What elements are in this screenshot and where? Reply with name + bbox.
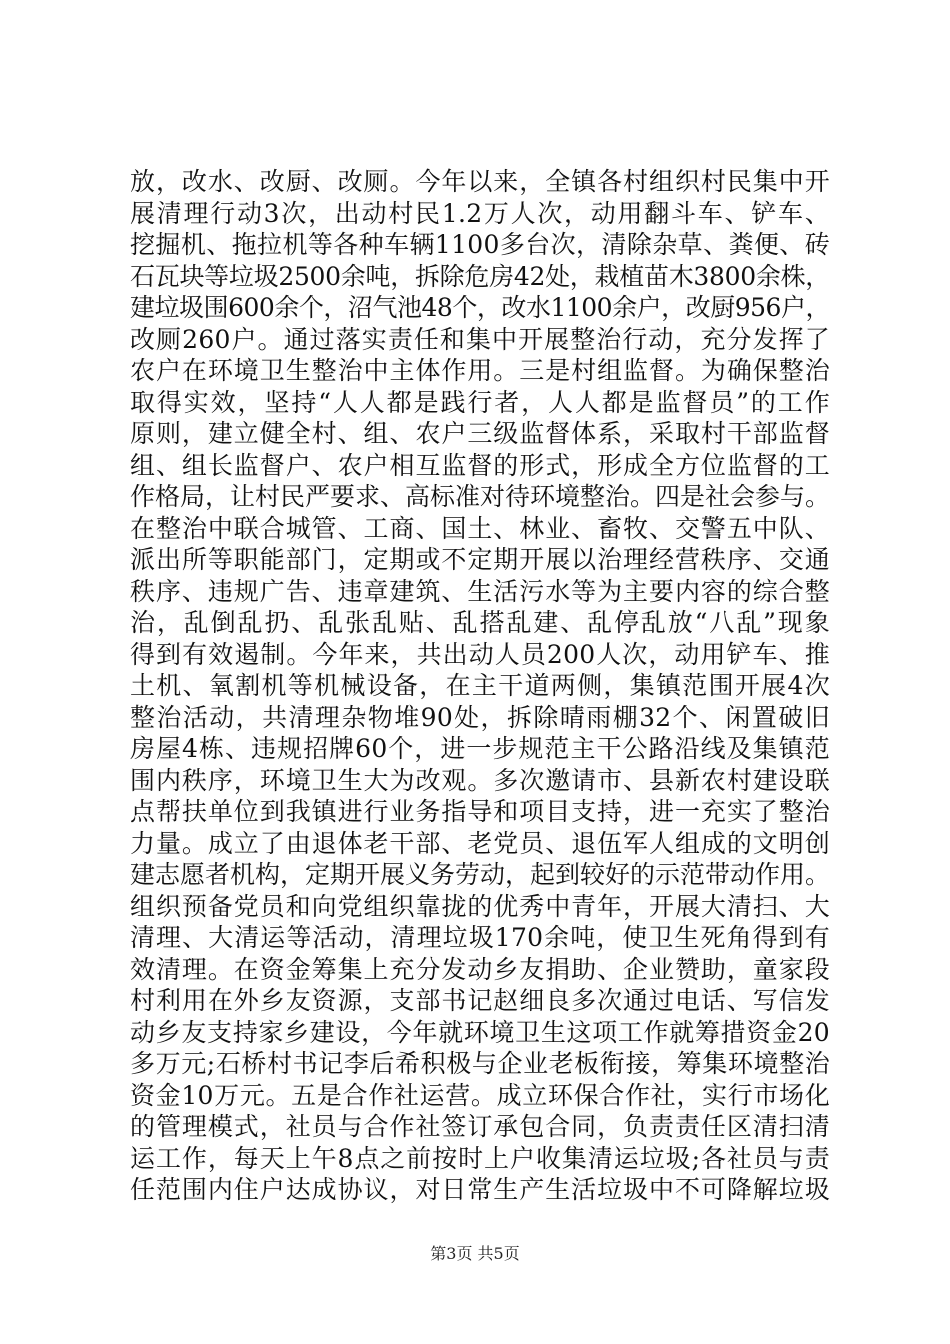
text-line: 治，乱倒乱扔、乱张乱贴、乱搭乱建、乱停乱放“八乱”现象 [130,608,830,637]
text-line: 组织预备党员和向党组织靠拢的优秀中青年，开展大清扫、大 [130,891,830,921]
text-line: 挖掘机、拖拉机等各种车辆1100多台次，清除杂草、粪便、砖 [130,230,830,259]
text-line: 力量。成立了由退体老干部、老党员、退伍军人组成的文明创 [130,828,830,858]
text-line: 得到有效遏制。今年来，共出动人员200人次，动用铲车、推 [130,639,830,669]
text-line: 清理、大清运等活动，清理垃圾170余吨，使卫生死角得到有 [130,923,830,952]
text-line: 点帮扶单位到我镇进行业务指导和项目支持，进一充实了整治 [130,797,830,826]
text-line: 农户在环境卫生整治中主体作用。三是村组监督。为确保整治 [130,356,830,385]
text-line: 房屋4栋、违规招牌60个，进一步规范主干公路沿线及集镇范 [130,734,830,763]
text-line: 原则，建立健全村、组、农户三级监督体系，采取村干部监督 [130,419,830,448]
text-line: 组、组长监督户、农户相互监督的形式，形成全方位监督的工 [130,450,830,480]
text-line: 作格局，让村民严要求、高标准对待环境整治。四是社会参与。 [130,482,830,511]
page-footer: 第3页 共5页 [430,1244,520,1263]
text-line: 秩序、违规广告、违章建筑、生活污水等为主要内容的综合整 [130,576,830,606]
text-line: 围内秩序，环境卫生大为改观。多次邀请市、县新农村建设联 [130,765,830,795]
body-text [130,166,830,1206]
text-line: 土机、氧割机等机械设备，在主干道两侧，集镇范围开展4次 [130,671,830,700]
text-line: 整治活动，共清理杂物堆90处，拆除晴雨棚32个、闲置破旧 [130,702,830,732]
text-line: 建垃圾围600余个，沼气池48个，改水1100余户，改厨956户， [130,293,830,322]
text-line: 运工作，每天上午8点之前按时上户收集清运垃圾;各社员与责 [130,1143,830,1173]
text-line: 动乡友支持家乡建设，今年就环境卫生这项工作就筹措资金20 [130,1017,830,1047]
text-line: 在整治中联合城管、工商、国土、林业、畜牧、交警五中队、 [130,513,830,543]
text-line: 改厕260户。通过落实责任和集中开展整治行动，充分发挥了 [130,324,830,354]
text-line: 的管理模式，社员与合作社签订承包合同，负责责任区清扫清 [130,1112,830,1141]
text-line: 展清理行动3次，出动村民1.2万人次，动用翻斗车、铲车、 [130,198,830,228]
text-line: 资金10万元。五是合作社运营。成立环保合作社，实行市场化 [130,1080,830,1110]
text-line: 取得实效，坚持“人人都是践行者，人人都是监督员”的工作 [130,387,830,417]
text-line: 派出所等职能部门，定期或不定期开展以治理经营秩序、交通 [130,545,830,574]
text-line: 石瓦块等垃圾2500余吨，拆除危房42处，栽植苗木3800余株， [130,261,830,291]
text-line: 任范围内住户达成协议，对日常生产生活垃圾中不可降解垃圾 [130,1175,830,1204]
text-line: 效清理。在资金筹集上充分发动乡友捐助、企业赞助，童家段 [130,954,830,984]
text-line: 多万元;石桥村书记李后希积极与企业老板衔接，筹集环境整治 [130,1049,830,1078]
text-line: 建志愿者机构，定期开展义务劳动，起到较好的示范带动作用。 [130,860,830,889]
text-line: 村利用在外乡友资源，支部书记赵细良多次通过电话、写信发 [130,986,830,1015]
text-line: 放，改水、改厨、改厕。今年以来，全镇各村组织村民集中开 [130,167,830,196]
